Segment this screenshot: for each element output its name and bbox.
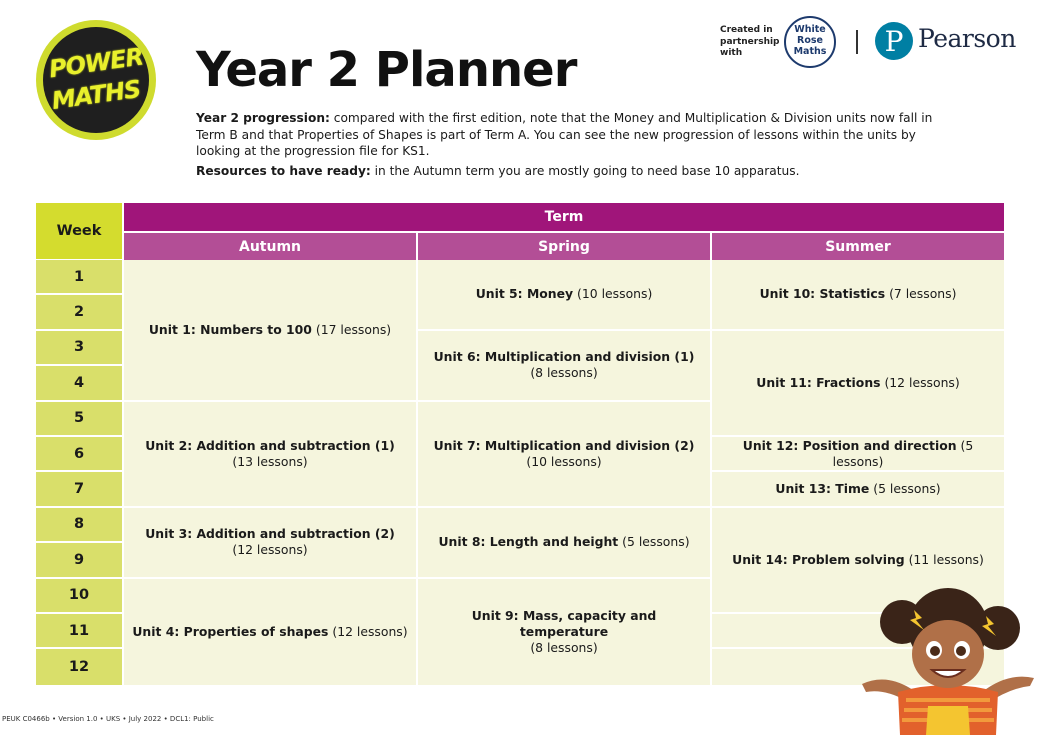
unit-lessons: (5 lessons) — [873, 481, 941, 497]
autumn-unit-3 — [124, 508, 416, 579]
year-planner-table — [36, 203, 1000, 685]
unit-lessons: (12 lessons) — [232, 542, 308, 558]
unit-name: Unit 13: Time — [775, 481, 870, 497]
unit-lessons: (7 lessons) — [889, 286, 957, 302]
unit-name: Unit 7: Multiplication and division (2) — [433, 437, 695, 453]
spring-unit-6 — [418, 331, 710, 402]
wrm-line3: Maths — [793, 46, 827, 57]
week-cell: 7 — [36, 472, 122, 507]
season-header-autumn: Autumn — [124, 231, 416, 260]
unit-name: Unit 6: Multiplication and division (1) — [433, 349, 695, 365]
week-cell: 3 — [36, 331, 122, 366]
logo-text-line1: POWER — [47, 42, 145, 84]
unit-lessons: (8 lessons) — [530, 639, 598, 655]
unit-name: Unit 5: Money — [475, 286, 574, 302]
unit-lessons: (10 lessons) — [526, 453, 602, 469]
week-cell: 4 — [36, 366, 122, 401]
progression-text: compared with the first edition, note that the Money and Multiplication & Division units now fall in Term B and that Properties of Shapes is part of Term A. You can see the new progression of lessons within the units by looking at the progression file for KS1. — [196, 111, 933, 158]
term-header: Term — [124, 203, 1004, 231]
resources-note — [196, 163, 941, 180]
progression-note — [196, 110, 941, 160]
week-cell: 2 — [36, 295, 122, 330]
unit-name: Unit 8: Length and height — [438, 534, 619, 550]
unit-lessons: (5 lessons) — [832, 437, 974, 469]
unit-name: Unit 2: Addition and subtraction (1) — [145, 437, 395, 453]
white-rose-maths-logo — [784, 16, 836, 68]
page-title: Year 2 Planner — [196, 42, 577, 98]
unit-lessons: (11 lessons) — [908, 551, 984, 567]
resources-text: in the Autumn term you are mostly going to need base 10 apparatus. — [370, 164, 800, 178]
spring-unit-9 — [418, 579, 710, 685]
resources-label: Resources to have ready: — [196, 164, 371, 178]
week-cell: 8 — [36, 508, 122, 543]
week-cell: 6 — [36, 437, 122, 472]
autumn-unit-2 — [124, 402, 416, 508]
summer-unit-11 — [712, 331, 1004, 437]
season-header-spring: Spring — [418, 231, 710, 260]
unit-lessons: (12 lessons) — [884, 374, 960, 390]
autumn-unit-1 — [124, 260, 416, 402]
unit-name: Unit 14: Problem solving — [732, 551, 905, 567]
wrm-line1: White — [794, 24, 826, 35]
spring-unit-7 — [418, 402, 710, 508]
week-column-header: Week — [36, 203, 122, 259]
week-cell: 5 — [36, 402, 122, 437]
week-cell: 12 — [36, 649, 122, 684]
pearson-wordmark: Pearson — [918, 24, 1016, 53]
unit-lessons: (12 lessons) — [332, 623, 408, 639]
spring-unit-8 — [418, 508, 710, 579]
girl-character-illustration — [858, 588, 1038, 735]
unit-lessons: (17 lessons) — [315, 321, 392, 337]
unit-name: Unit 3: Addition and subtraction (2) — [145, 526, 395, 542]
spring-unit-5 — [418, 260, 710, 331]
week-cell: 9 — [36, 543, 122, 578]
season-header-summer: Summer — [712, 231, 1004, 260]
document-footer: PEUK C0466b • Version 1.0 • UKS • July 2022 • DCL1: Public — [2, 715, 214, 723]
week-cell: 10 — [36, 579, 122, 614]
unit-name: Unit 1: Numbers to 100 — [148, 321, 312, 337]
summer-unit-10 — [712, 260, 1004, 331]
pearson-logo-icon: P — [875, 22, 913, 60]
wrm-line2: Rose — [797, 35, 823, 46]
unit-lessons: (8 lessons) — [530, 365, 598, 381]
unit-name: Unit 12: Position and direction — [742, 437, 957, 453]
partnership-text: Created in partnership with — [720, 25, 780, 58]
summer-unit-12 — [712, 437, 1004, 472]
unit-name: Unit 10: Statistics — [759, 286, 886, 302]
logo-text-line2: MATHS — [50, 74, 142, 116]
unit-lessons: (13 lessons) — [232, 453, 308, 469]
week-cell: 1 — [36, 260, 122, 295]
logo-divider — [856, 30, 858, 54]
autumn-unit-4 — [124, 579, 416, 685]
summer-unit-13 — [712, 472, 1004, 507]
unit-lessons: (5 lessons) — [622, 534, 690, 550]
unit-name: Unit 9: Mass, capacity and temperature — [471, 607, 657, 639]
power-maths-logo — [36, 20, 156, 140]
unit-name: Unit 11: Fractions — [756, 374, 881, 390]
progression-label: Year 2 progression: — [196, 111, 330, 125]
unit-lessons: (10 lessons) — [577, 286, 653, 302]
unit-name: Unit 4: Properties of shapes — [132, 623, 329, 639]
week-cell: 11 — [36, 614, 122, 649]
